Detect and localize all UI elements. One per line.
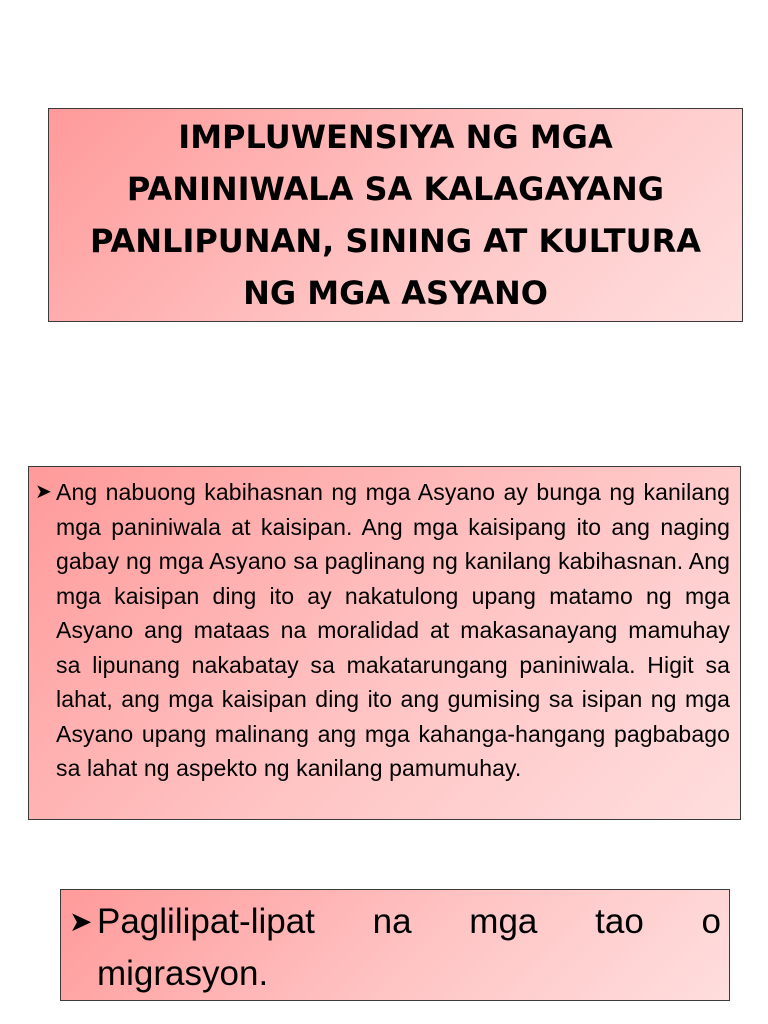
arrow-bullet-icon: ➤ <box>69 905 93 938</box>
bullet-text: Paglilipat-lipat na mga tao o migrasyon. <box>97 902 721 993</box>
arrow-bullet-icon: ➤ <box>35 479 52 503</box>
slide-title: IMPLUWENSIYA NG MGA PANINIWALA SA KALAGAYANG PANLIPUNAN, SINING AT KULTURA NG MGA ASYANO <box>89 118 702 312</box>
paragraph-box <box>28 466 741 820</box>
paragraph-bullet-row <box>35 475 730 786</box>
paragraph-text: Ang nabuong kabihasnan ng mga Asyano ay bunga ng kanilang mga paniniwala at kaisipan. Ang mga kaisipang ito ang naging gabay ng mga Asyano sa paglinang ng kanilang kabihasnan. Ang mga kaisipan ding ito ay nakatulong upang matamo ng mga Asyano ang mataas na moralidad at makasanayang mamuhay sa lipunang nakabatay sa makatarungang paniniwala. Higit sa lahat, ang mga kaisipan ding ito ang gumising sa isipan ng mga Asyano upang malinang ang mga kahanga-hangang pagbabago sa lahat ng aspekto ng kanilang pamumuhay. <box>56 479 730 781</box>
bullet-box <box>60 889 730 1001</box>
bullet-row <box>69 896 721 1000</box>
title-box <box>48 108 743 322</box>
